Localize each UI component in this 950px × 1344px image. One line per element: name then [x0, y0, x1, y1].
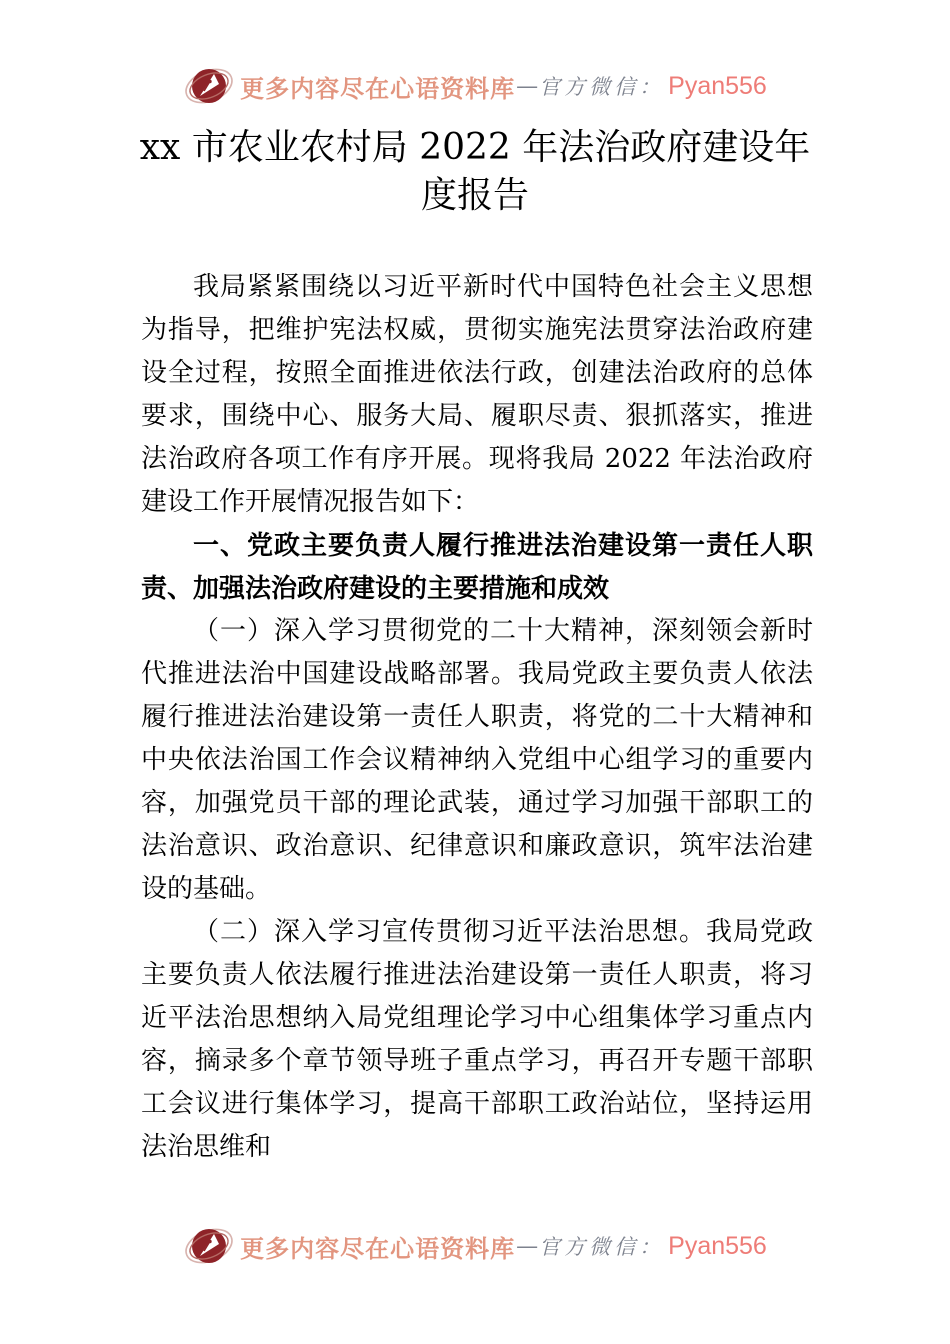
paragraph-section-1-1: （一）深入学习贯彻党的二十大精神，深刻领会新时代推进法治中国建设战略部署。我局党政主要负责人依法履行推进法治建设第一责任人职责，将党的二十大精神和中央依法治国工作会议精神纳入党组中心组学习的重要内容，加强党员干部的理论武装，通过学习加强干部职工的法治意识、政治意识、纪律意识和廉政意识，筑牢法治建设的基础。 [141, 616, 813, 904]
watermark-dash: — [516, 1233, 539, 1259]
pen-nib-logo-icon [183, 60, 235, 112]
watermark-wechat-id: Pyan556 [668, 71, 767, 100]
pen-nib-logo-icon [183, 1220, 235, 1272]
watermark-text: 更多内容尽在心语资料库 [240, 73, 516, 103]
watermark-wechat-label: 官方微信： [539, 75, 665, 99]
document-title: xx 市农业农村局 2022 年法治政府建设年度报告 [139, 127, 811, 216]
watermark-footer [0, 1220, 950, 1272]
watermark-wechat-id: Pyan556 [668, 1231, 767, 1260]
watermark-dash: — [516, 73, 539, 99]
watermark-header [0, 60, 950, 112]
section-heading-1: 一、党政主要负责人履行推进法治建设第一责任人职责、加强法治政府建设的主要措施和成效 [141, 530, 813, 603]
paragraph-section-1-2: （二）深入学习宣传贯彻习近平法治思想。我局党政主要负责人依法履行推进法治建设第一责任人职责，将习近平法治思想纳入局党组理论学习中心组集体学习重点内容，摘录多个章节领导班子重点学习，再召开专题干部职工会议进行集体学习，提高干部职工政治站位，坚持运用法治思维和 [141, 917, 813, 1162]
watermark-wechat-label: 官方微信： [539, 1235, 665, 1259]
document-body [141, 266, 813, 1169]
watermark-text: 更多内容尽在心语资料库 [240, 1233, 516, 1263]
paragraph-intro: 我局紧紧围绕以习近平新时代中国特色社会主义思想为指导，把维护宪法权威，贯彻实施宪法贯穿法治政府建设全过程，按照全面推进依法行政，创建法治政府的总体要求，围绕中心、服务大局、履职尽责、狠抓落实，推进法治政府各项工作有序开展。现将我局 2022 年法治政府建设工作开展情况报告如下： [141, 272, 813, 517]
